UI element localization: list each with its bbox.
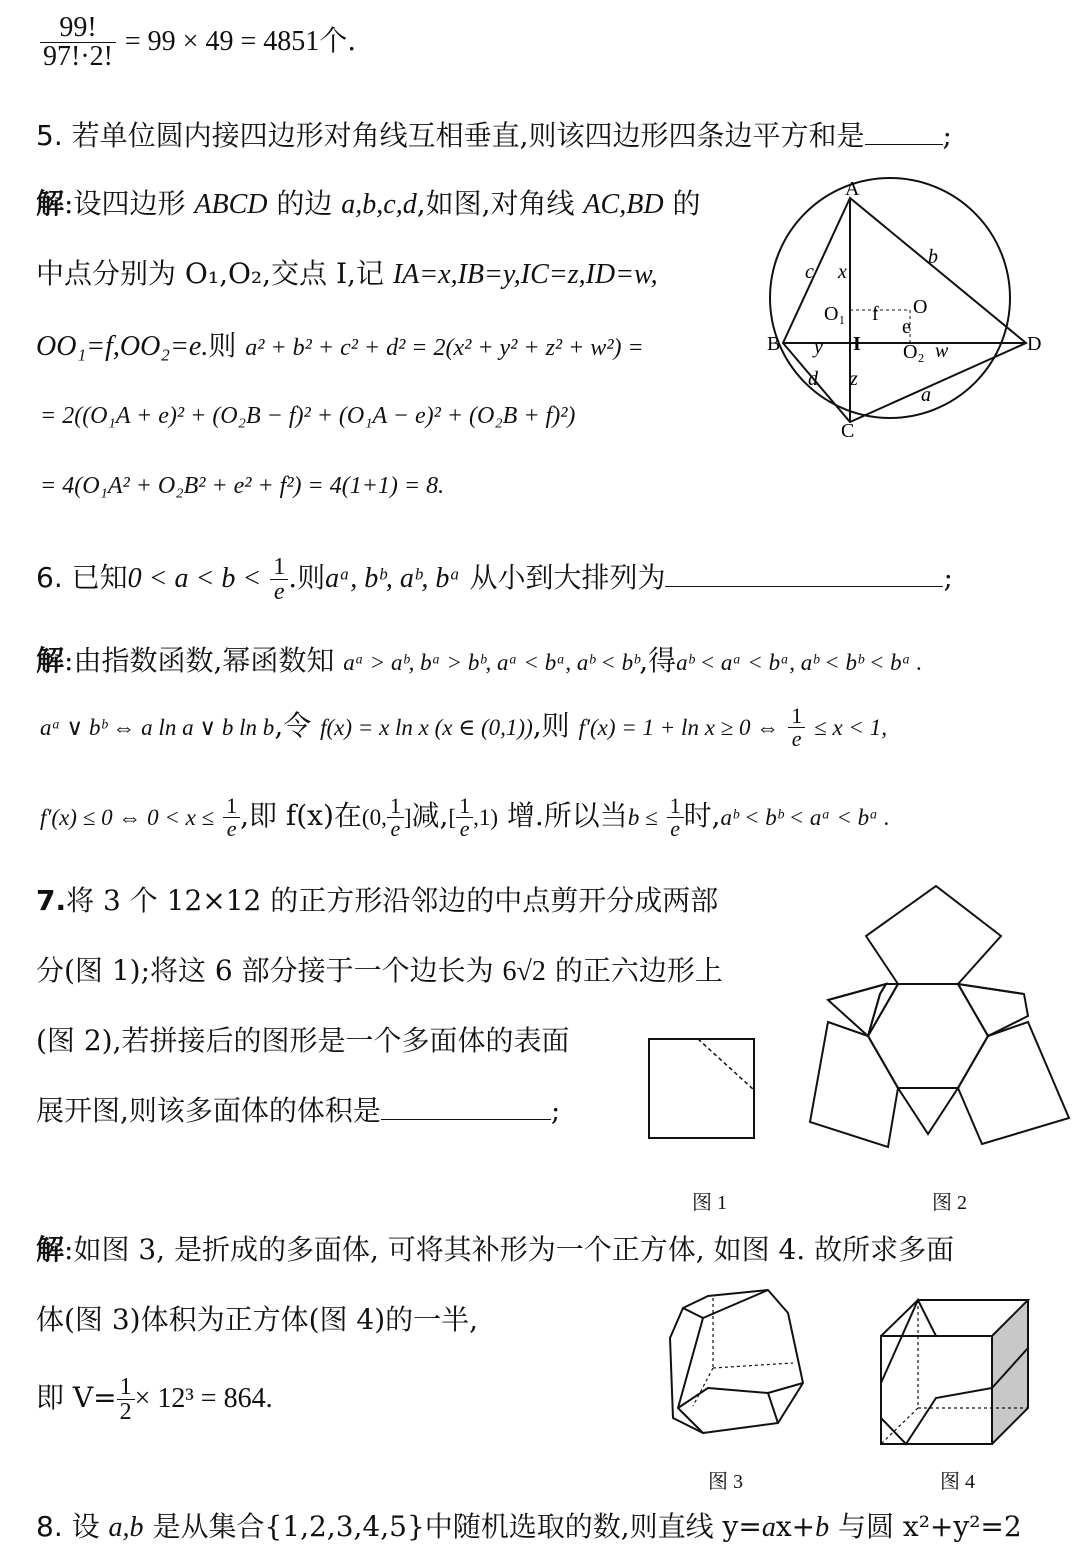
figure-3-polyhedron — [668, 1288, 818, 1438]
solution-text: 中点分别为 O₁,O₂,交点 I,记 — [36, 257, 384, 290]
figure-4-caption: 图 4 — [940, 1471, 975, 1493]
label-o2: O₂ — [903, 341, 925, 363]
q5-solution-line-2 — [36, 257, 658, 290]
solution-text: ,得 — [639, 644, 677, 677]
question-5 — [36, 119, 952, 152]
fraction-denominator: e — [273, 579, 285, 605]
question-7-line-1 — [36, 884, 719, 917]
top-right-edge — [958, 984, 1024, 994]
math-inequality: 0 < a < b < — [127, 563, 262, 594]
solution-label: 解 — [36, 187, 65, 220]
question-8 — [36, 1510, 1022, 1543]
fraction-one-over-e — [667, 795, 684, 840]
top-left-edge — [828, 984, 886, 1000]
question-text: 是从集合{1,2,3,4,5}中随机选取的数,则直线 y= — [152, 1510, 762, 1543]
fraction-denominator: e — [459, 816, 470, 841]
math-interval: [ — [448, 805, 457, 830]
math-b: b — [815, 1512, 830, 1543]
q6-solution-line-1 — [36, 644, 923, 677]
question-text: (图 2),若拼接后的图形是一个多面体的表面 — [36, 1024, 570, 1057]
fraction-one-over-e — [456, 795, 473, 840]
math-variables: a,b — [108, 1512, 144, 1543]
fraction-denominator: e — [226, 816, 237, 841]
figure-1-caption: 图 1 — [692, 1192, 727, 1214]
solution-text: 则 — [208, 329, 237, 362]
solution-text: 的 — [672, 187, 701, 220]
fraction-one-over-e — [788, 705, 805, 750]
q5-solution-line-1 — [36, 187, 701, 220]
math-sum-squares: a² + b² + c² + d² = 2(x² + y² + z² + w²) = — [245, 335, 644, 361]
fraction-numerator: 1 — [387, 795, 404, 818]
fraction-one-over-e — [223, 795, 240, 840]
math-a: a — [761, 1512, 776, 1543]
answer-blank — [865, 143, 943, 145]
label-side-c: c — [805, 261, 814, 283]
math-final: = 4(O₁A² + O₂B² + e² + f²) = 4(1+1) = 8. — [40, 473, 445, 499]
math-derivative: f′(x) = 1 + ln x ≥ 0 ⇔ — [578, 715, 780, 740]
solution-text: :设四边形 — [64, 187, 186, 220]
fraction-numerator: 1 — [117, 1375, 135, 1400]
fraction-one-over-e — [387, 795, 404, 840]
q6-solution-line-2 — [40, 705, 887, 750]
question-text: 将 3 个 12×12 的正方形沿邻边的中点剪开分成两部 — [66, 884, 719, 917]
top-square — [866, 886, 1001, 984]
front-edges — [678, 1318, 703, 1433]
label-z: z — [850, 368, 858, 390]
cut-line — [698, 1039, 754, 1090]
question-end: ; — [943, 561, 953, 594]
math-interval: ,1) — [473, 805, 498, 830]
math-ordering: aᵇ < aᵃ < bᵃ, aᵇ < bᵇ < bᵃ . — [676, 650, 923, 675]
fraction-denominator: e — [390, 816, 401, 841]
question-text: 从小到大排列为 — [469, 561, 666, 594]
math-function-def: f(x) = x ln x (x ∈ (0,1)) — [320, 715, 533, 740]
solution-text: :如图 3, 是折成的多面体, 可将其补形为一个正方体, 如图 4. 故所求多面 — [64, 1233, 955, 1266]
solution-label: 解 — [36, 1233, 65, 1266]
solution-text: 的边 — [276, 187, 333, 220]
q6-solution-line-3 — [40, 795, 890, 840]
right-square — [958, 1022, 1069, 1144]
label-side-a: a — [921, 384, 931, 406]
fraction-denominator: 2 — [119, 1399, 132, 1425]
question-7-line-3 — [36, 1024, 570, 1057]
math-interval: (0, — [361, 805, 387, 830]
label-side-b: b — [928, 246, 938, 268]
solution-text: 时, — [683, 799, 721, 832]
math-abcd: ABCD — [194, 189, 268, 220]
label-c-vertex: C — [841, 420, 855, 442]
fraction-one-over-e — [270, 555, 288, 604]
fraction-denominator: e — [791, 726, 802, 751]
question-text: 设 — [71, 1510, 100, 1543]
label-side-d: d — [808, 368, 818, 390]
question-text: 与圆 x²+y²=2 — [838, 1510, 1022, 1543]
label-w: w — [935, 340, 949, 362]
question-6 — [36, 555, 953, 604]
math-segments: IA=x,IB=y,IC=z,ID=w, — [392, 259, 658, 290]
cut-edges — [881, 1300, 936, 1383]
question-end: ; — [550, 1094, 561, 1127]
cut-edges — [881, 1388, 992, 1444]
figure-2-caption: 图 2 — [932, 1192, 967, 1214]
left-square — [810, 1022, 898, 1147]
fraction-numerator: 1 — [788, 705, 805, 728]
shaded-side-face — [992, 1300, 1028, 1444]
question-number: 7. — [36, 884, 67, 917]
math-side-length: 6√2 — [502, 956, 546, 987]
answer-blank — [665, 585, 943, 587]
fraction-numerator: 1 — [456, 795, 473, 818]
hidden-edge — [693, 1368, 713, 1406]
math-oo: OO₁=f,OO₂=e. — [36, 331, 209, 362]
result-equation: = 99 × 49 = 4851 — [124, 26, 320, 57]
question-text: 分(图 1);将这 6 部分接于一个边长为 — [36, 954, 494, 987]
q7-solution-line-1 — [36, 1233, 955, 1266]
math-diagonals: AC,BD — [583, 189, 664, 220]
math-sequence: aᵃ, bᵇ, aᵇ, bᵃ — [325, 563, 461, 594]
label-i: I — [853, 333, 861, 355]
math-expansion: = 2((O₁A + e)² + (O₂B − f)² + (O₁A − e)² + (O₂B + f)²) — [40, 403, 576, 429]
solution-text: 即 V= — [36, 1381, 117, 1414]
solution-text: ,令 — [274, 709, 312, 742]
math-condition: b ≤ — [627, 805, 658, 830]
solution-text: 体(图 3)体积为正方体(图 4)的一半, — [36, 1303, 479, 1336]
figure-2-net — [806, 882, 1073, 1152]
hidden-edge — [713, 1363, 793, 1368]
q5-solution-line-5 — [40, 470, 444, 498]
fraction-numerator: 1 — [667, 795, 684, 818]
math-range: ≤ x < 1, — [814, 715, 887, 740]
figure-3-caption: 图 3 — [708, 1471, 743, 1493]
solution-text: ,即 f(x)在 — [240, 799, 362, 832]
label-d-vertex: D — [1027, 333, 1042, 355]
label-o: O — [913, 296, 928, 318]
fraction-denominator: 97!·2! — [43, 41, 113, 72]
math-log-compare: aᵃ ∨ bᵇ ⇔ a ln a ∨ b ln b — [40, 715, 275, 740]
q7-solution-line-2 — [36, 1303, 479, 1336]
solution-text: ,如图,对角线 — [416, 187, 575, 220]
question-end: ; — [942, 119, 952, 152]
fraction-denominator: e — [670, 816, 680, 841]
question-number: 6. — [36, 561, 63, 594]
solution-text: 增.所以当 — [506, 799, 628, 832]
label-x: x — [838, 261, 847, 283]
math-final-order: aᵇ < bᵇ < aᵃ < bᵃ . — [720, 805, 890, 830]
question-text: 的正六边形上 — [554, 954, 723, 987]
answer-blank — [381, 1118, 551, 1120]
solution-text: 减, — [411, 799, 449, 832]
fraction-numerator: 1 — [223, 795, 240, 818]
q5-circle-figure — [765, 175, 1055, 440]
question-text: 展开图,则该多面体的体积是 — [36, 1094, 381, 1127]
question-text: .则 — [288, 561, 326, 594]
result-unit: 个. — [319, 24, 357, 57]
figure-4-cube — [876, 1298, 1036, 1448]
unit-circle — [770, 178, 1010, 418]
question-text: 已知 — [71, 561, 128, 594]
solution-label: 解 — [36, 644, 65, 677]
figure-1-square — [648, 1038, 756, 1140]
label-b-vertex: B — [767, 333, 781, 355]
math-sides: a,b,c,d — [341, 189, 417, 220]
fraction-numerator: 99! — [40, 14, 116, 43]
fraction-one-half — [117, 1375, 135, 1424]
factorial-fraction — [40, 14, 116, 71]
label-y: y — [814, 336, 823, 358]
question-number: 8. — [36, 1510, 63, 1543]
top-left-flap — [868, 984, 898, 1036]
math-volume: × 12³ = 864. — [134, 1383, 273, 1414]
fraction-numerator: 1 — [270, 555, 288, 580]
question-7-line-4 — [36, 1094, 561, 1127]
q5-solution-line-3 — [36, 329, 644, 362]
question-text: x+ — [775, 1510, 816, 1543]
solution-text: :由指数函数,幂函数知 — [64, 644, 335, 677]
label-a-vertex: A — [845, 178, 860, 200]
top-result-line — [40, 14, 356, 71]
question-number: 5. — [36, 119, 63, 152]
question-text: 若单位圆内接四边形对角线互相垂直,则该四边形四条边平方和是 — [71, 119, 865, 152]
bottom-triangle — [898, 1088, 958, 1134]
solution-text: ,则 — [532, 709, 570, 742]
math-interval: ] — [403, 805, 412, 830]
q7-solution-line-3 — [36, 1375, 273, 1424]
label-f: f — [872, 303, 879, 325]
hexagon — [868, 984, 988, 1088]
label-o1: O₁ — [824, 303, 846, 325]
question-7-line-2 — [36, 954, 723, 987]
math-comparisons: aᵃ > aᵇ, bᵃ > bᵇ, aᵃ < bᵃ, aᵇ < bᵇ — [343, 650, 640, 675]
math-derivative-neg: f′(x) ≤ 0 ⇔ 0 < x ≤ — [40, 805, 215, 830]
top-right-piece — [958, 984, 1028, 1036]
q5-solution-line-4 — [40, 400, 575, 428]
label-e: e — [902, 316, 911, 338]
square-outline — [649, 1039, 754, 1138]
